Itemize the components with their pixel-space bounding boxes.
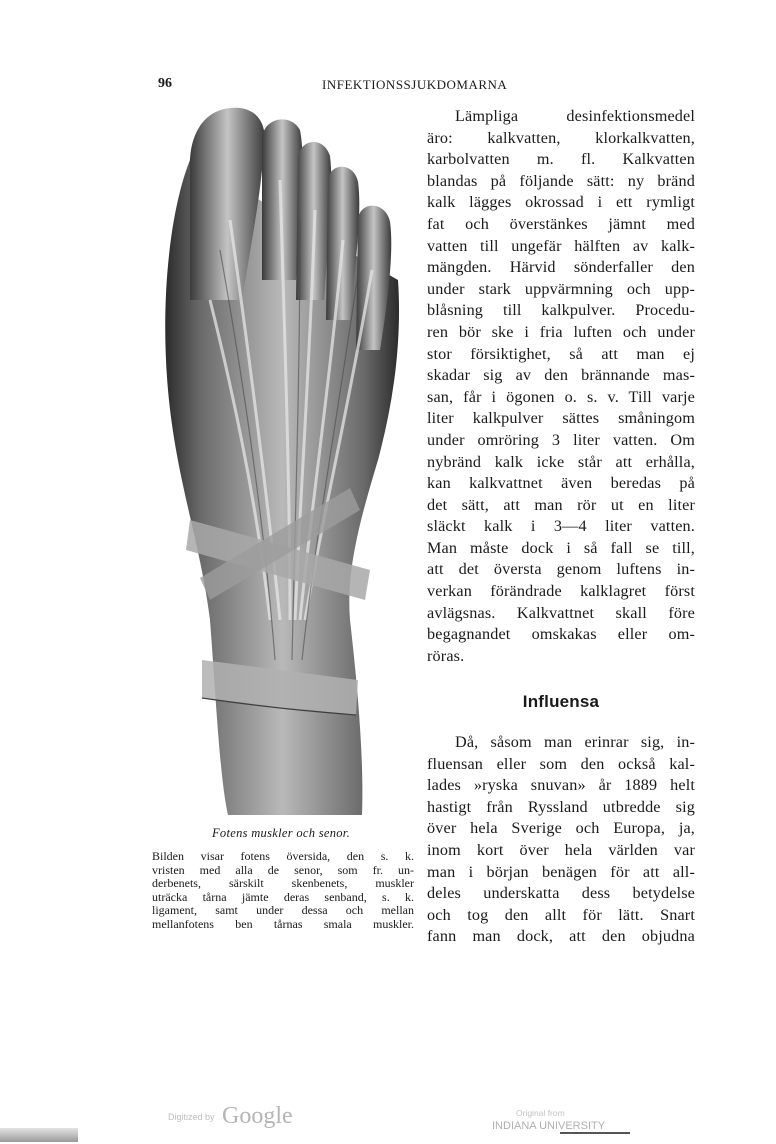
text-line: kan kalkvattnet även beredas på [427, 474, 695, 493]
text-line: liter kalkpulver sättes småningom [427, 409, 695, 428]
text-line: stor försiktighet, så att man ej [427, 344, 695, 363]
text-line: hastigt från Ryssland utbredde sig [427, 797, 695, 816]
scan-edge-bar [0, 1128, 78, 1142]
foot-anatomy-figure [150, 100, 412, 825]
text-line: röras. [427, 646, 465, 665]
disinfection-paragraph [427, 106, 695, 667]
text-line: deles underskatta dess betydelse [427, 884, 695, 903]
text-line: Då, såsom man erinrar sig, in- [455, 733, 695, 751]
text-line: äro: kalkvatten, klorkalkvatten, [427, 128, 695, 147]
text-line: lades »ryska snuvan» år 1889 helt [427, 776, 695, 795]
text-line: avlägsnas. Kalkvattnet skall före [427, 603, 695, 622]
text-line: mängden. Härvid sönderfaller den [427, 258, 695, 277]
google-logo: Google [222, 1103, 293, 1129]
text-line: och tog den allt för lätt. Snart [427, 905, 695, 924]
university-label: INDIANA UNIVERSITY [492, 1120, 606, 1132]
caption-line: vristen med alla de senor, som fr. un- [152, 862, 414, 877]
text-line: det sätt, att man rör ut en liter [427, 495, 695, 514]
figure-caption-body [152, 850, 414, 932]
text-line: blandas på följande sätt: ny bränd [427, 171, 695, 190]
text-line: verkan förändrade kalklagret först [427, 582, 695, 601]
section-heading: Influensa [522, 692, 600, 711]
text-line: kalk lägges okrossad i ett rymligt [427, 193, 695, 212]
text-line: nybränd kalk icke står att erhålla, [427, 452, 695, 471]
caption-line: ligament, samt under dessa och mellan [152, 903, 414, 918]
text-line: skadar sig av den brännande mas- [427, 366, 695, 385]
original-from-label: Original from [516, 1108, 565, 1118]
text-line: fat och överstänkes jämnt med [427, 214, 695, 233]
text-line: fluensan eller som den också kal- [427, 754, 695, 773]
text-line: vatten till ungefär hälften av kalk- [427, 236, 695, 255]
digitized-by-label: Digitized by [168, 1112, 215, 1122]
text-line: under stark uppvärmning och upp- [427, 279, 695, 298]
text-line: san, får i ögonen o. s. v. Till varje [427, 387, 695, 406]
caption-line: derbenets, särskilt skenbenets, muskler [152, 876, 414, 891]
page-number: 96 [158, 76, 172, 91]
foot-anatomy-icon [150, 100, 412, 825]
text-line: över hela Sverige och Europa, ja, [427, 819, 695, 838]
running-title: INFEKTIONSSJUKDOMARNA [322, 77, 508, 92]
text-line: man i början benägen för att all- [427, 862, 695, 881]
figure-caption-title: Fotens muskler och senor. [211, 826, 351, 840]
influenza-paragraph [427, 732, 695, 948]
text-line: karbolvatten m. fl. Kalkvatten [427, 150, 695, 169]
text-line: blåsning till kalkpulver. Procedu- [427, 301, 695, 320]
text-line: Lämpliga desinfektionsmedel [455, 107, 695, 125]
caption-line: uträcka tårna jämte deras senband, s. k. [152, 889, 414, 904]
text-line: att det översta genom luftens in- [427, 560, 695, 579]
text-line: ren bör ske i fria luften och under [427, 322, 695, 341]
text-line: under omröring 3 liter vatten. Om [427, 430, 695, 449]
text-line: Man måste dock i så fall se till, [427, 538, 695, 557]
text-line: begagnandet omskakas eller om- [427, 625, 695, 644]
caption-line: mellanfotens ben tårnas smala muskler. [152, 916, 414, 931]
text-line: släckt kalk i 3—4 liter vatten. [427, 517, 695, 536]
text-line: fann man dock, att den objudna [427, 927, 695, 946]
text-line: inom kort över hela världen var [427, 840, 695, 859]
scan-rule [560, 1132, 630, 1134]
caption-line: Bilden visar fotens översida, den s. k. [152, 849, 414, 863]
